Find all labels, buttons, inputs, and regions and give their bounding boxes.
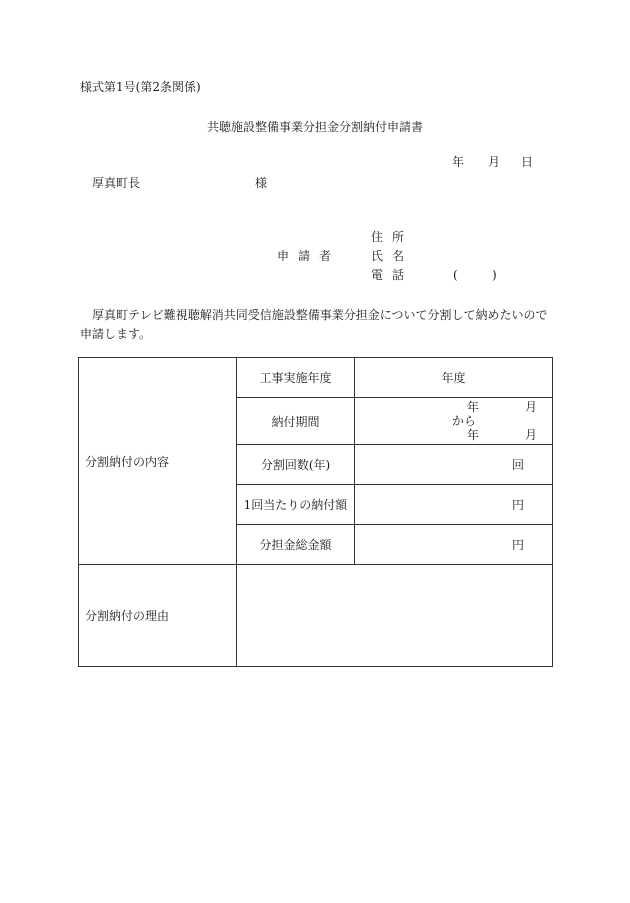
tel-paren-close: ) (492, 268, 497, 282)
table-row (79, 358, 553, 398)
total-amount-label: 分担金総金額 (237, 525, 355, 565)
tel-paren-open: ( (453, 268, 458, 282)
date-day-label: 日 (521, 155, 534, 169)
period-to-month: 月 (525, 428, 538, 442)
section-installment-reason: 分割納付の理由 (79, 565, 237, 667)
tel-label: 電話 (371, 268, 414, 282)
date-year-label: 年 (452, 155, 465, 169)
honorific: 様 (255, 176, 268, 190)
installment-count-label: 分割回数(年) (237, 445, 355, 485)
total-amount-field[interactable]: 円 (355, 525, 553, 565)
applicant-label: 申請者 (277, 249, 341, 263)
period-from-month: 月 (525, 400, 538, 414)
period-kara: から (452, 414, 477, 428)
period-from-year: 年 (467, 400, 480, 414)
per-payment-amount-label: 1回当たりの納付額 (237, 485, 355, 525)
installment-form-table (78, 357, 553, 667)
section-installment-content: 分割納付の内容 (79, 358, 237, 565)
payment-period-field[interactable] (355, 398, 553, 445)
form-number: 様式第1号(第2条関係) (80, 80, 201, 94)
per-payment-amount-field[interactable]: 円 (355, 485, 553, 525)
addressee: 厚真町長 (92, 176, 141, 190)
document-title: 共聴施設整備事業分担金分割納付申請書 (206, 120, 423, 134)
table-row (79, 565, 553, 667)
application-statement: 厚真町テレビ難視聴解消共同受信施設整備事業分担金について分割して納めたいので申請します。 (80, 308, 548, 341)
date-month-label: 月 (488, 155, 501, 169)
payment-period-label: 納付期間 (237, 398, 355, 445)
name-label: 氏名 (371, 249, 414, 263)
installment-count-field[interactable]: 回 (355, 445, 553, 485)
construction-year-label: 工事実施年度 (237, 358, 355, 398)
construction-year-field[interactable]: 年度 (355, 358, 553, 398)
installment-reason-field[interactable] (237, 565, 553, 667)
address-label: 住所 (371, 230, 414, 244)
period-to-year: 年 (467, 428, 480, 442)
